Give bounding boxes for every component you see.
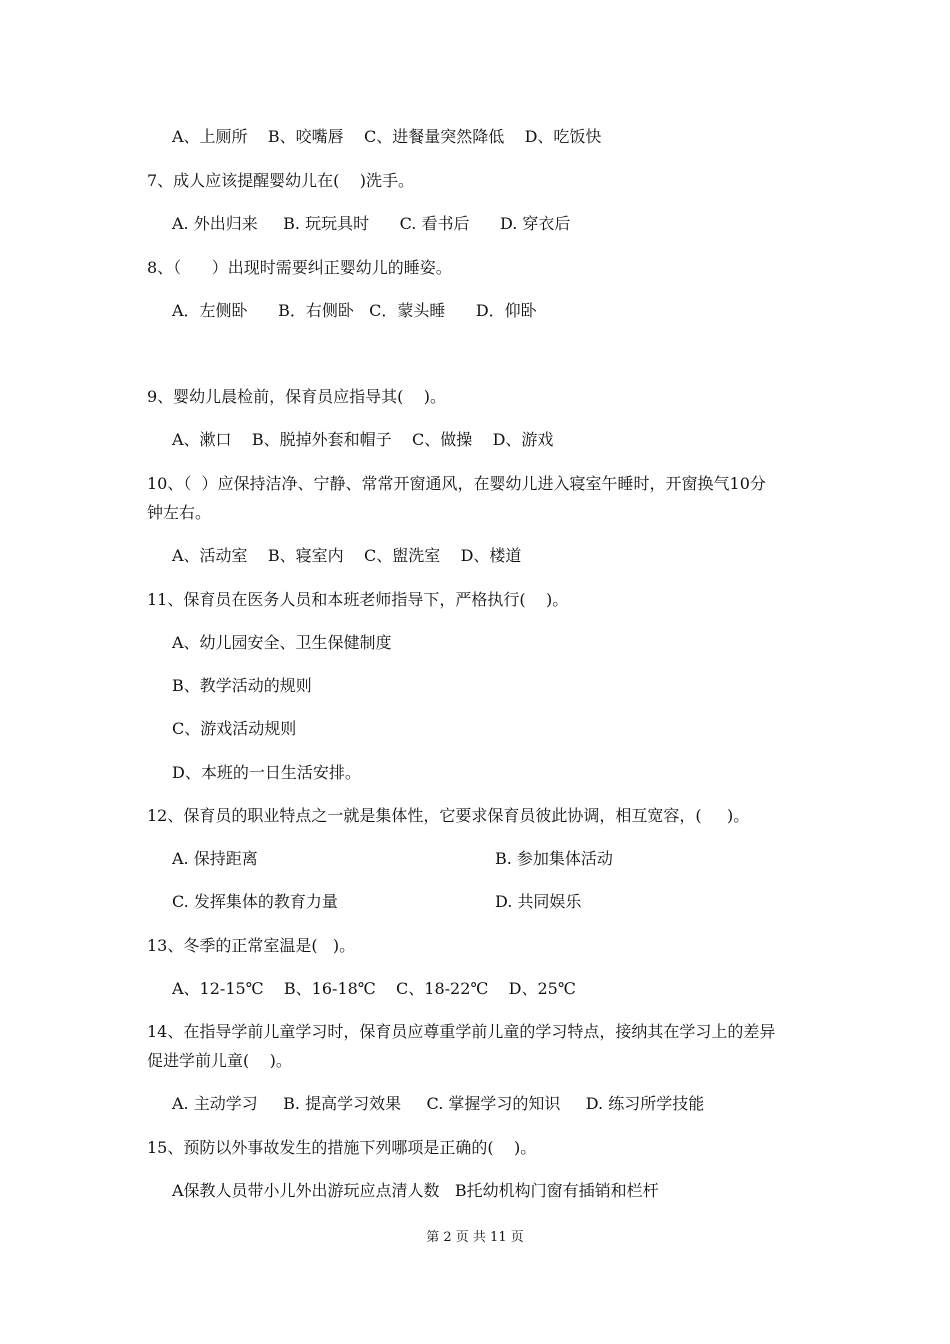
q7-options: A. 外出归来 B. 玩玩具时 C. 看书后 D. 穿衣后 [172,214,571,233]
q8-options: A．左侧卧 B．右侧卧 C．蒙头睡 D．仰卧 [172,301,537,320]
q12-option-d: D. 共同娱乐 [495,892,582,911]
q14-options: A. 主动学习 B. 提高学习效果 C. 掌握学习的知识 D. 练习所学技能 [172,1094,705,1113]
q10-question-line2: 钟左右。 [147,503,212,522]
q12-option-c: C. 发挥集体的教育力量 [172,892,338,911]
q12-option-b: B. 参加集体活动 [495,849,613,868]
q12-option-a: A. 保持距离 [172,849,258,868]
q6-options: A、上厕所 B、咬嘴唇 C、进餐量突然降低 D、吃饭快 [172,127,602,146]
q13-options: A、12-15℃ B、16-18℃ C、18-22℃ D、25℃ [172,979,576,998]
q9-options: A、漱口 B、脱掉外套和帽子 C、做操 D、游戏 [172,430,554,449]
q10-options: A、活动室 B、寝室内 C、盥洗室 D、楼道 [172,546,522,565]
q15-options: A保教人员带小儿外出游玩应点清人数 B托幼机构门窗有插销和栏杆 [172,1181,659,1200]
q11-option-d: D、本班的一日生活安排。 [172,763,361,782]
q10-question-line1: 10、（ ）应保持洁净、宁静、常常开窗通风，在婴幼儿进入寝室午睡时，开窗换气10分 [147,474,766,493]
q7-question: 7、成人应该提醒婴幼儿在( )洗手。 [147,171,415,190]
q11-question: 11、保育员在医务人员和本班老师指导下，严格执行( )。 [147,590,569,609]
q8-question: 8、（ ）出现时需要纠正婴幼儿的睡姿。 [147,258,452,277]
page-number: 第 2 页 共 11 页 [426,1230,524,1245]
q14-question-line2: 促进学前儿童( )。 [147,1051,292,1070]
q13-question: 13、冬季的正常室温是( )。 [147,936,356,955]
q14-question-line1: 14、在指导学前儿童学习时，保育员应尊重学前儿童的学习特点，接纳其在学习上的差异 [147,1022,776,1041]
q12-question: 12、保育员的职业特点之一就是集体性，它要求保育员彼此协调，相互宽容，( )。 [147,806,750,825]
q9-question: 9、婴幼儿晨检前，保育员应指导其( )。 [147,387,447,406]
q11-option-c: C、游戏活动规则 [172,719,297,738]
q11-option-b: B、教学活动的规则 [172,676,312,695]
q15-question: 15、预防以外事故发生的措施下列哪项是正确的( )。 [147,1138,537,1157]
q11-option-a: A、幼儿园安全、卫生保健制度 [172,633,392,652]
